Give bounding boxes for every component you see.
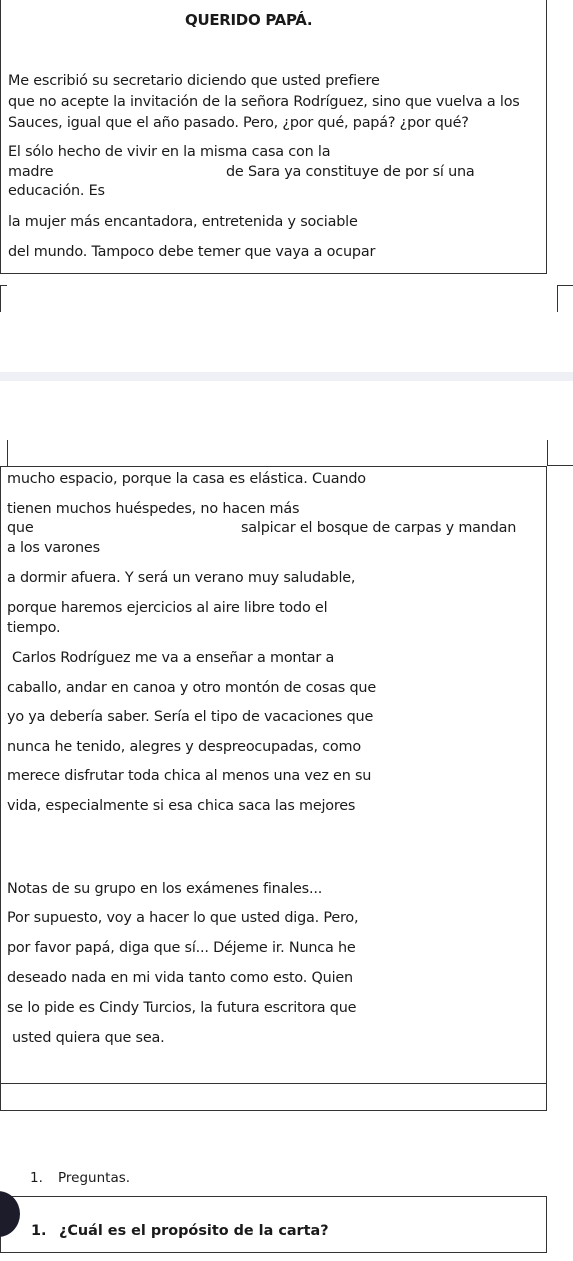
- questions-heading: Preguntas.: [58, 1170, 131, 1186]
- letter-line: que no acepte la invitación de la señora Rodríguez, sino que vuelva a los: [8, 94, 520, 110]
- letter-line: Me escribió su secretario diciendo que usted prefiere: [8, 73, 380, 89]
- letter-box-top: [0, 0, 547, 274]
- page-separator: [0, 372, 573, 381]
- page-corner-mark: [0, 285, 7, 286]
- letter-line: a los varones: [7, 540, 100, 556]
- letter-line: por favor papá, diga que sí... Déjeme ir. Nunca he: [7, 940, 356, 956]
- question-1-number: 1.: [31, 1223, 47, 1239]
- questions-heading-number: 1.: [30, 1170, 43, 1186]
- question-1-text: ¿Cuál es el propósito de la carta?: [59, 1223, 329, 1239]
- letter-line: tiempo.: [7, 620, 61, 636]
- letter-line: mucho espacio, porque la casa es elástica. Cuando: [7, 471, 366, 487]
- page-corner-mark: [7, 440, 8, 466]
- page-corner-mark: [557, 285, 558, 312]
- letter-title: QUERIDO PAPÁ.: [185, 11, 313, 29]
- letter-line: educación. Es: [8, 183, 105, 199]
- page-corner-mark: [547, 440, 548, 466]
- letter-line: salpicar el bosque de carpas y mandan: [241, 520, 517, 536]
- letter-line: madre: [8, 164, 54, 180]
- letter-line: usted quiera que sea.: [12, 1030, 165, 1046]
- letter-line: Carlos Rodríguez me va a enseñar a montar a: [12, 650, 335, 666]
- letter-line: vida, especialmente si esa chica saca las mejores: [7, 798, 356, 814]
- letter-line: nunca he tenido, alegres y despreocupadas, como: [7, 739, 361, 755]
- letter-line: Por supuesto, voy a hacer lo que usted diga. Pero,: [7, 910, 359, 926]
- letter-line: a dormir afuera. Y será un verano muy saludable,: [7, 570, 356, 586]
- letter-line: del mundo. Tampoco debe temer que vaya a ocupar: [8, 244, 376, 260]
- letter-line: porque haremos ejercicios al aire libre todo el: [7, 600, 328, 616]
- letter-line: caballo, andar en canoa y otro montón de cosas que: [7, 680, 376, 696]
- page-corner-mark: [557, 285, 573, 286]
- letter-line: que: [7, 520, 34, 536]
- letter-line: Sauces, igual que el año pasado. Pero, ¿por qué, papá? ¿por qué?: [8, 115, 469, 131]
- letter-box-divider: [0, 1083, 547, 1084]
- letter-line: merece disfrutar toda chica al menos una vez en su: [7, 768, 372, 784]
- letter-line: Notas de su grupo en los exámenes finales...: [7, 881, 323, 897]
- page-corner-mark: [0, 285, 1, 312]
- letter-line: yo ya debería saber. Sería el tipo de vacaciones que: [7, 709, 374, 725]
- letter-line: deseado nada en mi vida tanto como esto. Quien: [7, 970, 353, 986]
- page-corner-mark: [547, 465, 573, 466]
- letter-line: se lo pide es Cindy Turcios, la futura escritora que: [7, 1000, 357, 1016]
- letter-line: de Sara ya constituye de por sí una: [226, 164, 475, 180]
- letter-line: la mujer más encantadora, entretenida y sociable: [8, 214, 358, 230]
- letter-line: El sólo hecho de vivir en la misma casa con la: [8, 144, 331, 160]
- letter-line: tienen muchos huéspedes, no hacen más: [7, 501, 300, 517]
